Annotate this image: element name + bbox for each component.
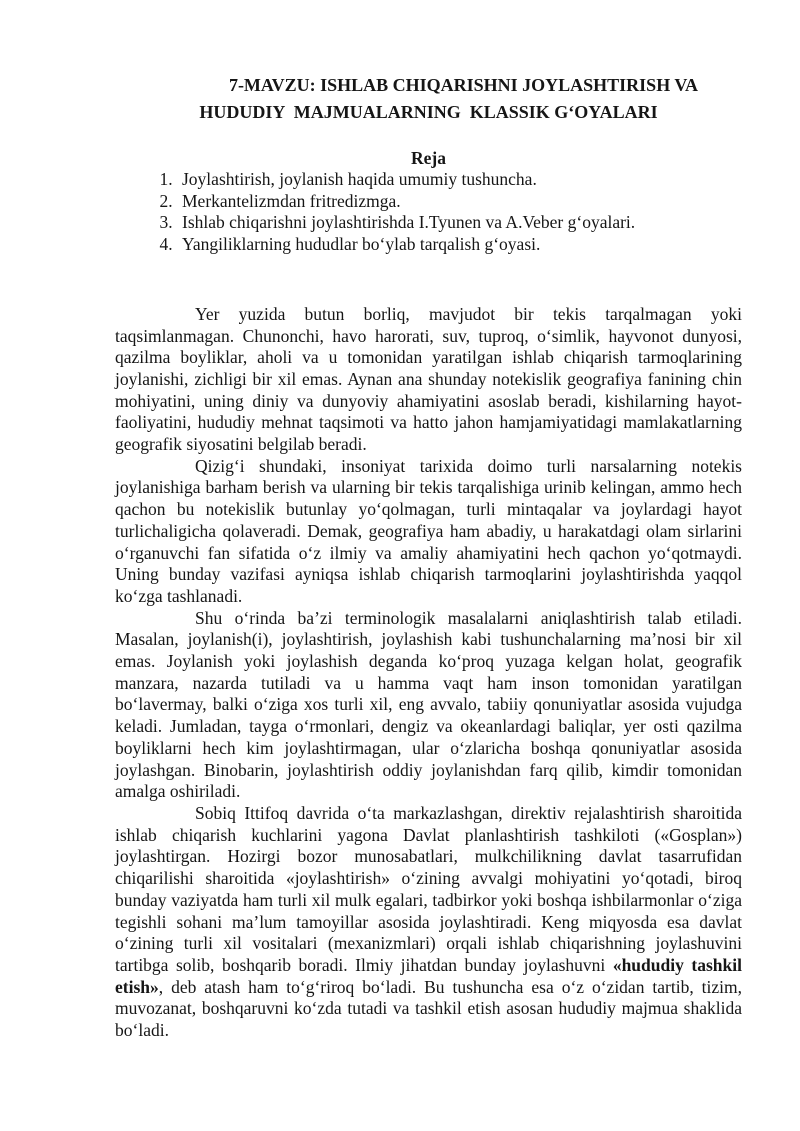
paragraph-4-text-before-bold: Sobiq Ittifoq davrida o‘ta markazlashgan, direktiv rejalashtirish sharoitida ishlab chiqarish kuchlarini yagona Davlat planlashtirish tashkiloti («Gosplan») joylashtirgan. Hozirgi bozor munosabatlari, mulkchilikning davlat tasarrufidan chiqarilishi sharoitida «joylashtirish» o‘zining avvalgi mohiyatini yo‘qotadi, biroq bunday vaziyatda ham turli xil mulk egalari, tadbirkor yoki boshqa ishbilarmonlar o‘ziga tegishli sohani ma’lum tamoyillar asosida joylashtiradi. Keng miqyosda esa davlat o‘zining turli xil vositalari (mexanizmlari) orqali ishlab chiqarishning joylashuvini tartibga solib, boshqarib boradi. Ilmiy jihatdan bunday joylashuvni — [115, 802, 742, 975]
reja-heading: Reja — [411, 148, 446, 168]
body-paragraph-2 — [115, 456, 742, 608]
document-title-line-1: 7-MAVZU: ISHLAB CHIQARISHNI JOYLASHTIRISH VA — [228, 75, 699, 95]
body-paragraph-4 — [115, 803, 742, 1042]
paragraph-1-text: Yer yuzida butun borliq, mavjudot bir tekis tarqalmagan yoki taqsimlanmagan. Chunonchi, havo harorati, suv, tuproq, o‘simlik, hayvonot dunyosi, qazilma boyliklar, aholi va u tomonidan yaratilgan ishlab chiqarish tarmoqlarining joylanishi, zichligi bir xil emas. Aynan ana shunday notekislik geografiya fanining chin mohiyatini, uning diniy va dunyoviy ahamiyatini asoslab beradi, kishilarning hayot-faoliyatini, hududiy mehnat taqsimoti va hatto jahon hamjamiyatidagi mamlakatlarning geografik siyosatini belgilab beradi. — [115, 303, 742, 455]
body-text — [115, 304, 742, 1042]
paragraph-4-text-after-bold: , deb atash ham to‘g‘riroq bo‘ladi. Bu tushuncha esa o‘z o‘zidan tartib, tizim, muvozanat, boshqaruvni ko‘zda tutadi va tashkil etish asosan hududiy majmua shaklida bo‘ladi. — [115, 976, 742, 1041]
reja-item-4: 4. Yangiliklarning hududlar bo‘ylab tarqalish g‘oyasi. — [177, 234, 742, 256]
reja-list — [115, 169, 742, 256]
reja-item-1: 1. Joylashtirish, joylanish haqida umumiy tushuncha. — [177, 169, 742, 191]
body-paragraph-1 — [115, 304, 742, 456]
paragraph-4-bold-term: «hududiy tashkil etish» — [115, 954, 742, 997]
paragraph-2-text: Qizig‘i shundaki, insoniyat tarixida doimo turli narsalarning notekis joylanishiga barham berish va ularning bir tekis tarqalishiga urinib kelingan, ammo hech qachon bu notekislik butunlay yo‘qolmagan, turli mintaqalar va joylardagi hayot turlichaligicha qolaveradi. Demak, geografiya ham abadiy, u harakatdagi olam sirlarini o‘rganuvchi fan sifatida o‘z ilmiy va amaliy ahamiyatini hech qachon yo‘qotmaydi. Uning bunday vazifasi ayniqsa ishlab chiqarish tarmoqlarini joylashtirishda yaqqol ko‘zga tashlanadi. — [115, 455, 742, 606]
paragraph-3-text: Shu o‘rinda ba’zi terminologik masalalarni aniqlashtirish talab etiladi. Masalan, joylanish(i), joylashtirish, joylashish kabi tushunchalarning ma’nosi bir xil emas. Joylanish yoki joylashish deganda ko‘proq yuzaga kelgan holat, geografik manzara, nazarda tutiladi va u hamma vaqt ham inson tomonidan yaratilgan bo‘lavermay, balki o‘ziga xos turli xil, eng avvalo, tabiiy qonuniyatlar asosida vujudga keladi. Jumladan, tayga o‘rmonlari, dengiz va okeanlardagi baliqlar, yer osti qazilma boyliklarni hech kim joylashtirmagan, ular o‘zlaricha boshqa qonuniyatlar asosida joylashgan. Binobarin, joylashtirish oddiy joylanishdan farq qilib, kimdir tomonidan amalga oshiriladi. — [115, 607, 742, 802]
document-title-line-2: HUDUDIY MAJMUALARNING KLASSIK G‘OYALARI — [199, 102, 658, 122]
body-paragraph-3 — [115, 608, 742, 803]
document-title — [115, 72, 742, 126]
reja-item-3: 3. Ishlab chiqarishni joylashtirishda I.Tyunen va A.Veber g‘oyalari. — [177, 212, 742, 234]
reja-item-2: 2. Merkantelizmdan fritredizmga. — [177, 191, 742, 213]
